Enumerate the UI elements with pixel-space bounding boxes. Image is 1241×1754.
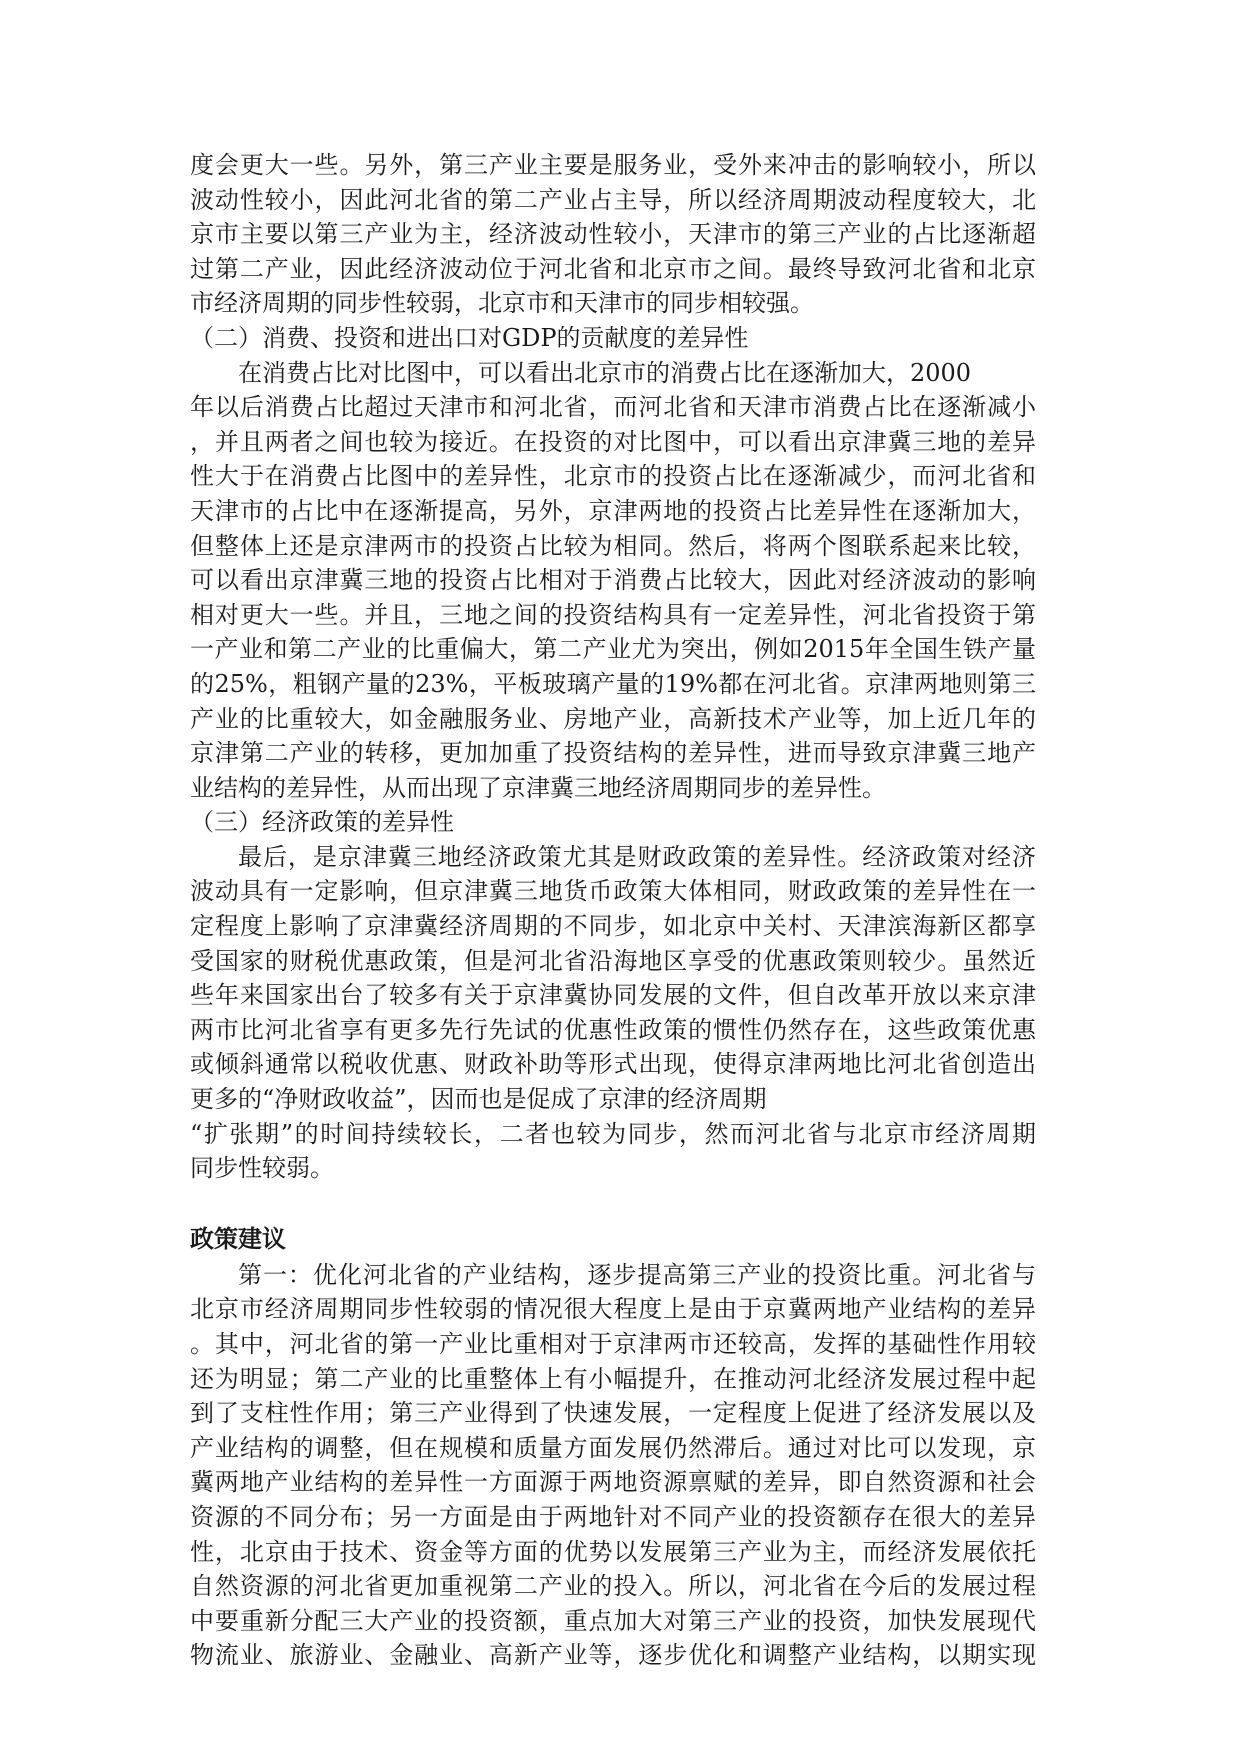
text-line: 同步性较弱。 [190,1154,334,1183]
paragraph-continued [190,148,1036,321]
text-line: 定程度上影响了京津冀经济周期的不同步，如北京中关村、天津滨海新区都享 [190,912,1036,941]
text-line: 资源的不同分布；另一方面是由于两地针对不同产业的投资额存在很大的差异 [190,1502,1036,1531]
text-line: 中要重新分配三大产业的投资额，重点加大对第三产业的投资，加快发展现代 [190,1606,1036,1635]
spacer [190,1186,1036,1220]
text-line: 最后，是京津冀三地经济政策尤其是财政政策的差异性。经济政策对经济 [238,842,1036,871]
text-line: 业结构的差异性，从而出现了京津冀三地经济周期同步的差异性。 [190,773,886,802]
section-heading-policy-recommendations: 政策建议 [190,1224,286,1253]
text-line: 波动性较小，因此河北省的第二产业占主导，所以经济周期波动程度较大，北 [190,185,1036,214]
text-line: 第一：优化河北省的产业结构，逐步提高第三产业的投资比重。河北省与 [238,1260,1036,1289]
paragraph-consumption-investment [190,356,1036,806]
paragraph-economic-policy [190,840,1036,1186]
text-line: 更多的“净财政收益”，因而也是促成了京津的经济周期 [190,1085,767,1114]
document-page [190,148,1036,1673]
text-line: 。其中，河北省的第一产业比重相对于京津两市还较高，发挥的基础性作用较 [190,1330,1036,1358]
text-line: 些年来国家出台了较多有关于京津冀协同发展的文件，但自改革开放以来京津 [190,981,1036,1010]
text-line: 天津市的占比中在逐渐提高，另外，京津两地的投资占比差异性在逐渐加大， [190,496,1036,525]
section-title-consumption-investment: （二）消费、投资和进出口对GDP的贡献度的差异性 [190,323,749,352]
text-line: 产业的比重较大，如金融服务业、房地产业，高新技术产业等，加上近几年的 [190,704,1036,733]
text-line: 市经济周期的同步性较弱，北京市和天津市的同步相较强。 [190,289,814,318]
text-line: 相对更大一些。并且，三地之间的投资结构具有一定差异性，河北省投资于第 [190,600,1036,629]
section-title-economic-policy: （三）经济政策的差异性 [190,808,454,837]
text-line: 京津第二产业的转移，更加加重了投资结构的差异性，进而导致京津冀三地产 [190,739,1036,768]
paragraph-policy-recommendations [190,1258,1036,1673]
text-line: 北京市经济周期同步性较弱的情况很大程度上是由于京冀两地产业结构的差异 [190,1295,1036,1324]
text-line: 两市比河北省享有更多先行先试的优惠性政策的惯性仍然存在，这些政策优惠 [190,1015,1036,1044]
text-line: 的25%，粗钢产量的23%，平板玻璃产量的19%都在河北省。京津两地则第三 [190,669,1036,698]
text-line: 在消费占比对比图中，可以看出北京市的消费占比在逐渐加大，2000 [238,358,972,387]
text-line: 产业结构的调整，但在规模和质量方面发展仍然滞后。通过对比可以发现，京 [190,1433,1036,1462]
text-line: ，并且两者之间也较为接近。在投资的对比图中，可以看出京津冀三地的差异 [190,427,1036,456]
text-line: 或倾斜通常以税收优惠、财政补助等形式出现，使得京津两地比河北省创造出 [190,1050,1036,1079]
text-line: 京市主要以第三产业为主，经济波动性较小，天津市的第三产业的占比逐渐超 [190,220,1036,249]
text-line: 可以看出京津冀三地的投资占比相对于消费占比较大，因此对经济波动的影响 [190,566,1036,595]
text-line: 自然资源的河北省更加重视第二产业的投入。所以，河北省在今后的发展过程 [190,1572,1036,1601]
text-line: 冀两地产业结构的差异性一方面源于两地资源禀赋的差异，即自然资源和社会 [190,1468,1036,1497]
text-line: 物流业、旅游业、金融业、高新产业等，逐步优化和调整产业结构，以期实现 [190,1641,1036,1670]
text-line: 性大于在消费占比图中的差异性，北京市的投资占比在逐渐减少，而河北省和 [190,462,1036,491]
text-line: 一产业和第二产业的比重偏大，第二产业尤为突出，例如2015年全国生铁产量 [190,635,1036,664]
text-line: 到了支柱性作用；第三产业得到了快速发展，一定程度上促进了经济发展以及 [190,1399,1036,1428]
text-line: 度会更大一些。另外，第三产业主要是服务业，受外来冲击的影响较小，所以 [190,151,1036,179]
text-line: 但整体上还是京津两市的投资占比较为相同。然后，将两个图联系起来比较， [190,531,1036,560]
text-line: 性，北京由于技术、资金等方面的优势以发展第三产业为主，而经济发展依托 [190,1537,1036,1566]
text-line: 还为明显；第二产业的比重整体上有小幅提升，在推动河北经济发展过程中起 [190,1364,1036,1393]
text-line: “扩张期”的时间持续较长，二者也较为同步，然而河北省与北京市经济周期 [190,1119,1036,1148]
text-line: 波动具有一定影响，但京津冀三地货币政策大体相同，财政政策的差异性在一 [190,877,1036,906]
text-line: 受国家的财税优惠政策，但是河北省沿海地区享受的优惠政策则较少。虽然近 [190,946,1036,975]
text-line: 年以后消费占比超过天津市和河北省，而河北省和天津市消费占比在逐渐减小 [190,393,1036,422]
text-line: 过第二产业，因此经济波动位于河北省和北京市之间。最终导致河北省和北京 [190,254,1036,283]
